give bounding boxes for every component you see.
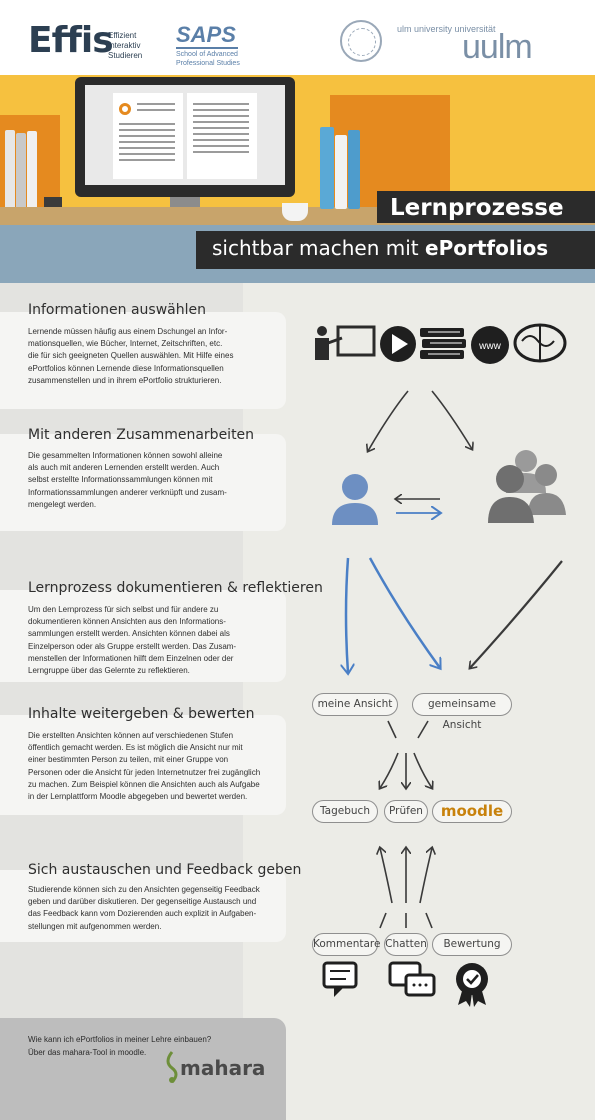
moodle-pill: moodle	[432, 800, 512, 823]
award-badge-icon	[456, 963, 488, 1007]
uulm-logo: uulm	[462, 28, 532, 66]
ulm-university-label: ulm university universität	[397, 24, 496, 34]
shared-view-pill: gemeinsame Ansicht	[412, 693, 512, 716]
book	[16, 133, 26, 210]
footer-text: Wie kann ich ePortfolios in meiner Lehre einbauen? Über das mahara-Tool in moodle.	[28, 1035, 212, 1057]
page-title: Lernprozesse	[390, 195, 564, 221]
saps-divider	[176, 47, 238, 49]
chat-icon	[390, 963, 434, 995]
section-body: Um den Lernprozess für sich selbst und für andere zu dokumentieren können Ansichten aus den Informations- sammlungen erstellt werden. Ansichten können dabei als Einzelperson oder als Gruppe erstellt werden. Das Zusam- menstellen der Informationen hilft dem Einzelnen oder der Lerngruppe über das Gelernte zu reflektieren.	[28, 605, 237, 676]
arrow-individual-to-my-view	[346, 558, 348, 673]
section-body: Studierende können sich zu den Ansichten gegenseitig Feedback geben und darüber diskutieren. Der gegenseitige Austausch und das Feedback kann vom Dozierenden auch explizit in Aufgaben- stellungen mit aufgenommen werden.	[28, 885, 260, 931]
section-title: Lernprozess dokumentieren & reflektieren	[28, 580, 323, 596]
monitor-screen	[85, 85, 285, 185]
section-body: Lernende müssen häufig aus einem Dschungel an Infor- mationsquellen, wie Bücher, Internet, Zeitschriften, etc. die für sich geeigneten Quellen auswählen. Mit Hilfe eines ePortfolios können Lernende diese Informationsquellen zusammenstellen und in ihrem ePortfolio strukturieren.	[28, 327, 234, 385]
my-view-pill: meine Ansicht	[312, 693, 398, 716]
effis-subtitle: Effizient Interaktiv Studieren	[108, 31, 143, 60]
hero-illustration	[0, 75, 595, 225]
www-globe-icon	[471, 326, 509, 364]
tagebuch-pill: Tagebuch	[312, 800, 378, 823]
book	[5, 130, 15, 210]
document-page	[113, 93, 183, 179]
mahara-leaf-icon	[162, 1050, 182, 1084]
arrow-sources-to-individual	[368, 391, 408, 451]
section-body: Die erstellten Ansichten können auf verschiedenen Stufen öffentlich gemacht werden. Es ist möglich die Ansicht nur mit einer bestimmten Person zu teilen, mit einer Gruppe von Personen oder die Ansicht für jeden Internetnutzer frei zugänglich zu machen. Zum Beispiel können die Ansichten auch als Aufgabe in der Lernplattform Moodle abgegeben und bewertet werden.	[28, 731, 261, 802]
connector-line	[388, 721, 396, 738]
play-video-icon	[380, 326, 416, 362]
arrow-kommentare-up	[380, 848, 392, 903]
brain-icon	[515, 325, 565, 361]
section-body: Die gesammelten Informationen können sowohl alleine als auch mit anderen Lernenden erstellt werden. Auch selbst erstellte Informationssammlungen können mit Informationssammlungen anderer verknüpft und zusam- mengelegt werden.	[28, 451, 227, 509]
arrow-to-tagebuch	[380, 753, 398, 788]
arrow-group-to-shared-view	[470, 561, 562, 668]
university-seal-icon	[340, 20, 382, 62]
pruefen-pill: Prüfen	[384, 800, 428, 823]
section-title: Mit anderen Zusammenarbeiten	[28, 427, 255, 443]
section-title: Sich austauschen und Feedback geben	[28, 862, 302, 878]
saps-subtitle: School of Advanced Professional Studies	[176, 51, 240, 67]
comment-icon	[324, 963, 356, 997]
chatten-pill: Chatten	[384, 933, 428, 956]
book	[335, 135, 347, 209]
chart-icon	[119, 103, 131, 115]
arrow-individual-to-shared-view	[370, 558, 440, 668]
saps-logo: SAPS	[176, 22, 236, 47]
individual-person-icon	[332, 474, 378, 525]
book	[348, 130, 360, 209]
www-label: www	[479, 341, 501, 352]
section-title: Informationen auswählen	[28, 302, 207, 318]
effis-logo: Effis	[28, 20, 113, 61]
book	[27, 131, 37, 210]
coffee-cup-icon	[282, 203, 308, 221]
kommentare-pill: Kommentare	[312, 933, 378, 956]
book	[320, 127, 334, 209]
mahara-logo: mahara	[180, 1056, 266, 1080]
page-subtitle: sichtbar machen mit ePortfolios	[212, 236, 549, 260]
connector-line	[426, 913, 432, 928]
connector-line	[418, 721, 428, 738]
process-diagram	[300, 283, 595, 1020]
teacher-board-icon	[315, 326, 374, 360]
arrow-bewertung-up	[420, 848, 432, 903]
connector-line	[380, 913, 386, 928]
group-people-icon	[488, 450, 566, 523]
bewertung-pill: Bewertung	[432, 933, 512, 956]
document-page	[187, 93, 257, 179]
section-title: Inhalte weitergeben & bewerten	[28, 706, 255, 722]
books-stack-icon	[420, 328, 466, 359]
arrow-sources-to-group	[432, 391, 472, 449]
arrow-to-moodle	[414, 753, 432, 788]
